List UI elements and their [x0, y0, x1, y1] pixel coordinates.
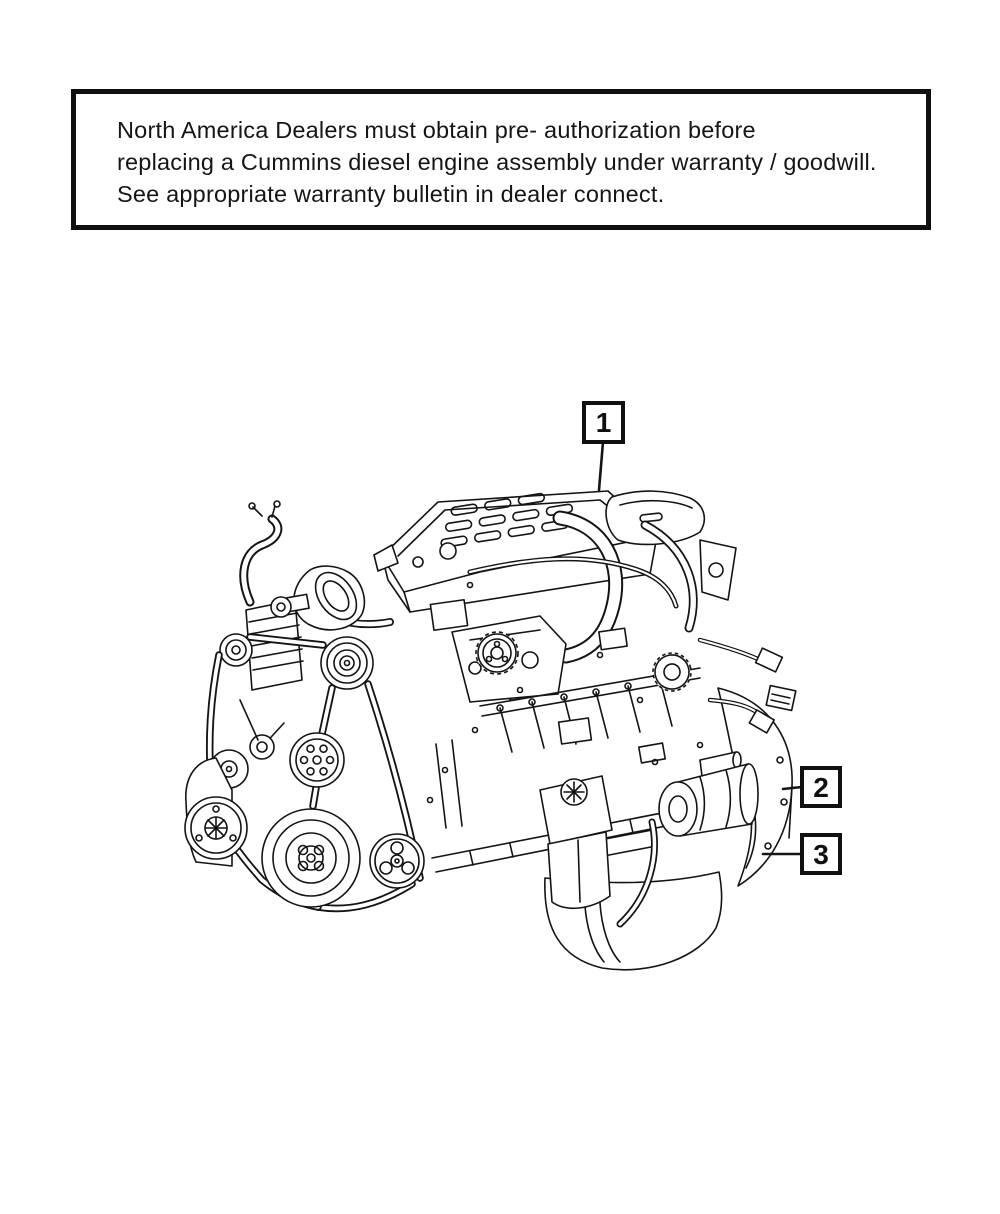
harness-connectors — [749, 648, 795, 733]
water-pump-pulley — [290, 733, 344, 787]
callout-1-label: 1 — [595, 407, 612, 438]
fuel-filter — [540, 776, 612, 908]
lifting-bracket — [700, 540, 736, 600]
starter-motor — [659, 752, 758, 836]
callout-1[interactable] — [584, 403, 623, 490]
callout-2-label: 2 — [813, 772, 829, 803]
fan-pulley — [321, 637, 373, 689]
accessory-gear — [648, 648, 695, 695]
callout-1-leader — [599, 442, 603, 490]
warranty-notice-line-1: North America Dealers must obtain pre- authorization before — [117, 117, 756, 143]
callout-3-label: 3 — [813, 839, 829, 870]
crankshaft-pulley — [262, 809, 360, 907]
warranty-notice-line-3: See appropriate warranty bulletin in dealer connect. — [117, 181, 665, 207]
warranty-notice-box — [71, 89, 931, 230]
injection-pump — [430, 600, 566, 702]
belt-tensioner — [250, 723, 284, 759]
warranty-notice-line-2: replacing a Cummins diesel engine assembly under warranty / goodwill. — [117, 149, 877, 175]
engine-illustration — [185, 489, 796, 970]
power-steering-pulley — [370, 834, 424, 888]
